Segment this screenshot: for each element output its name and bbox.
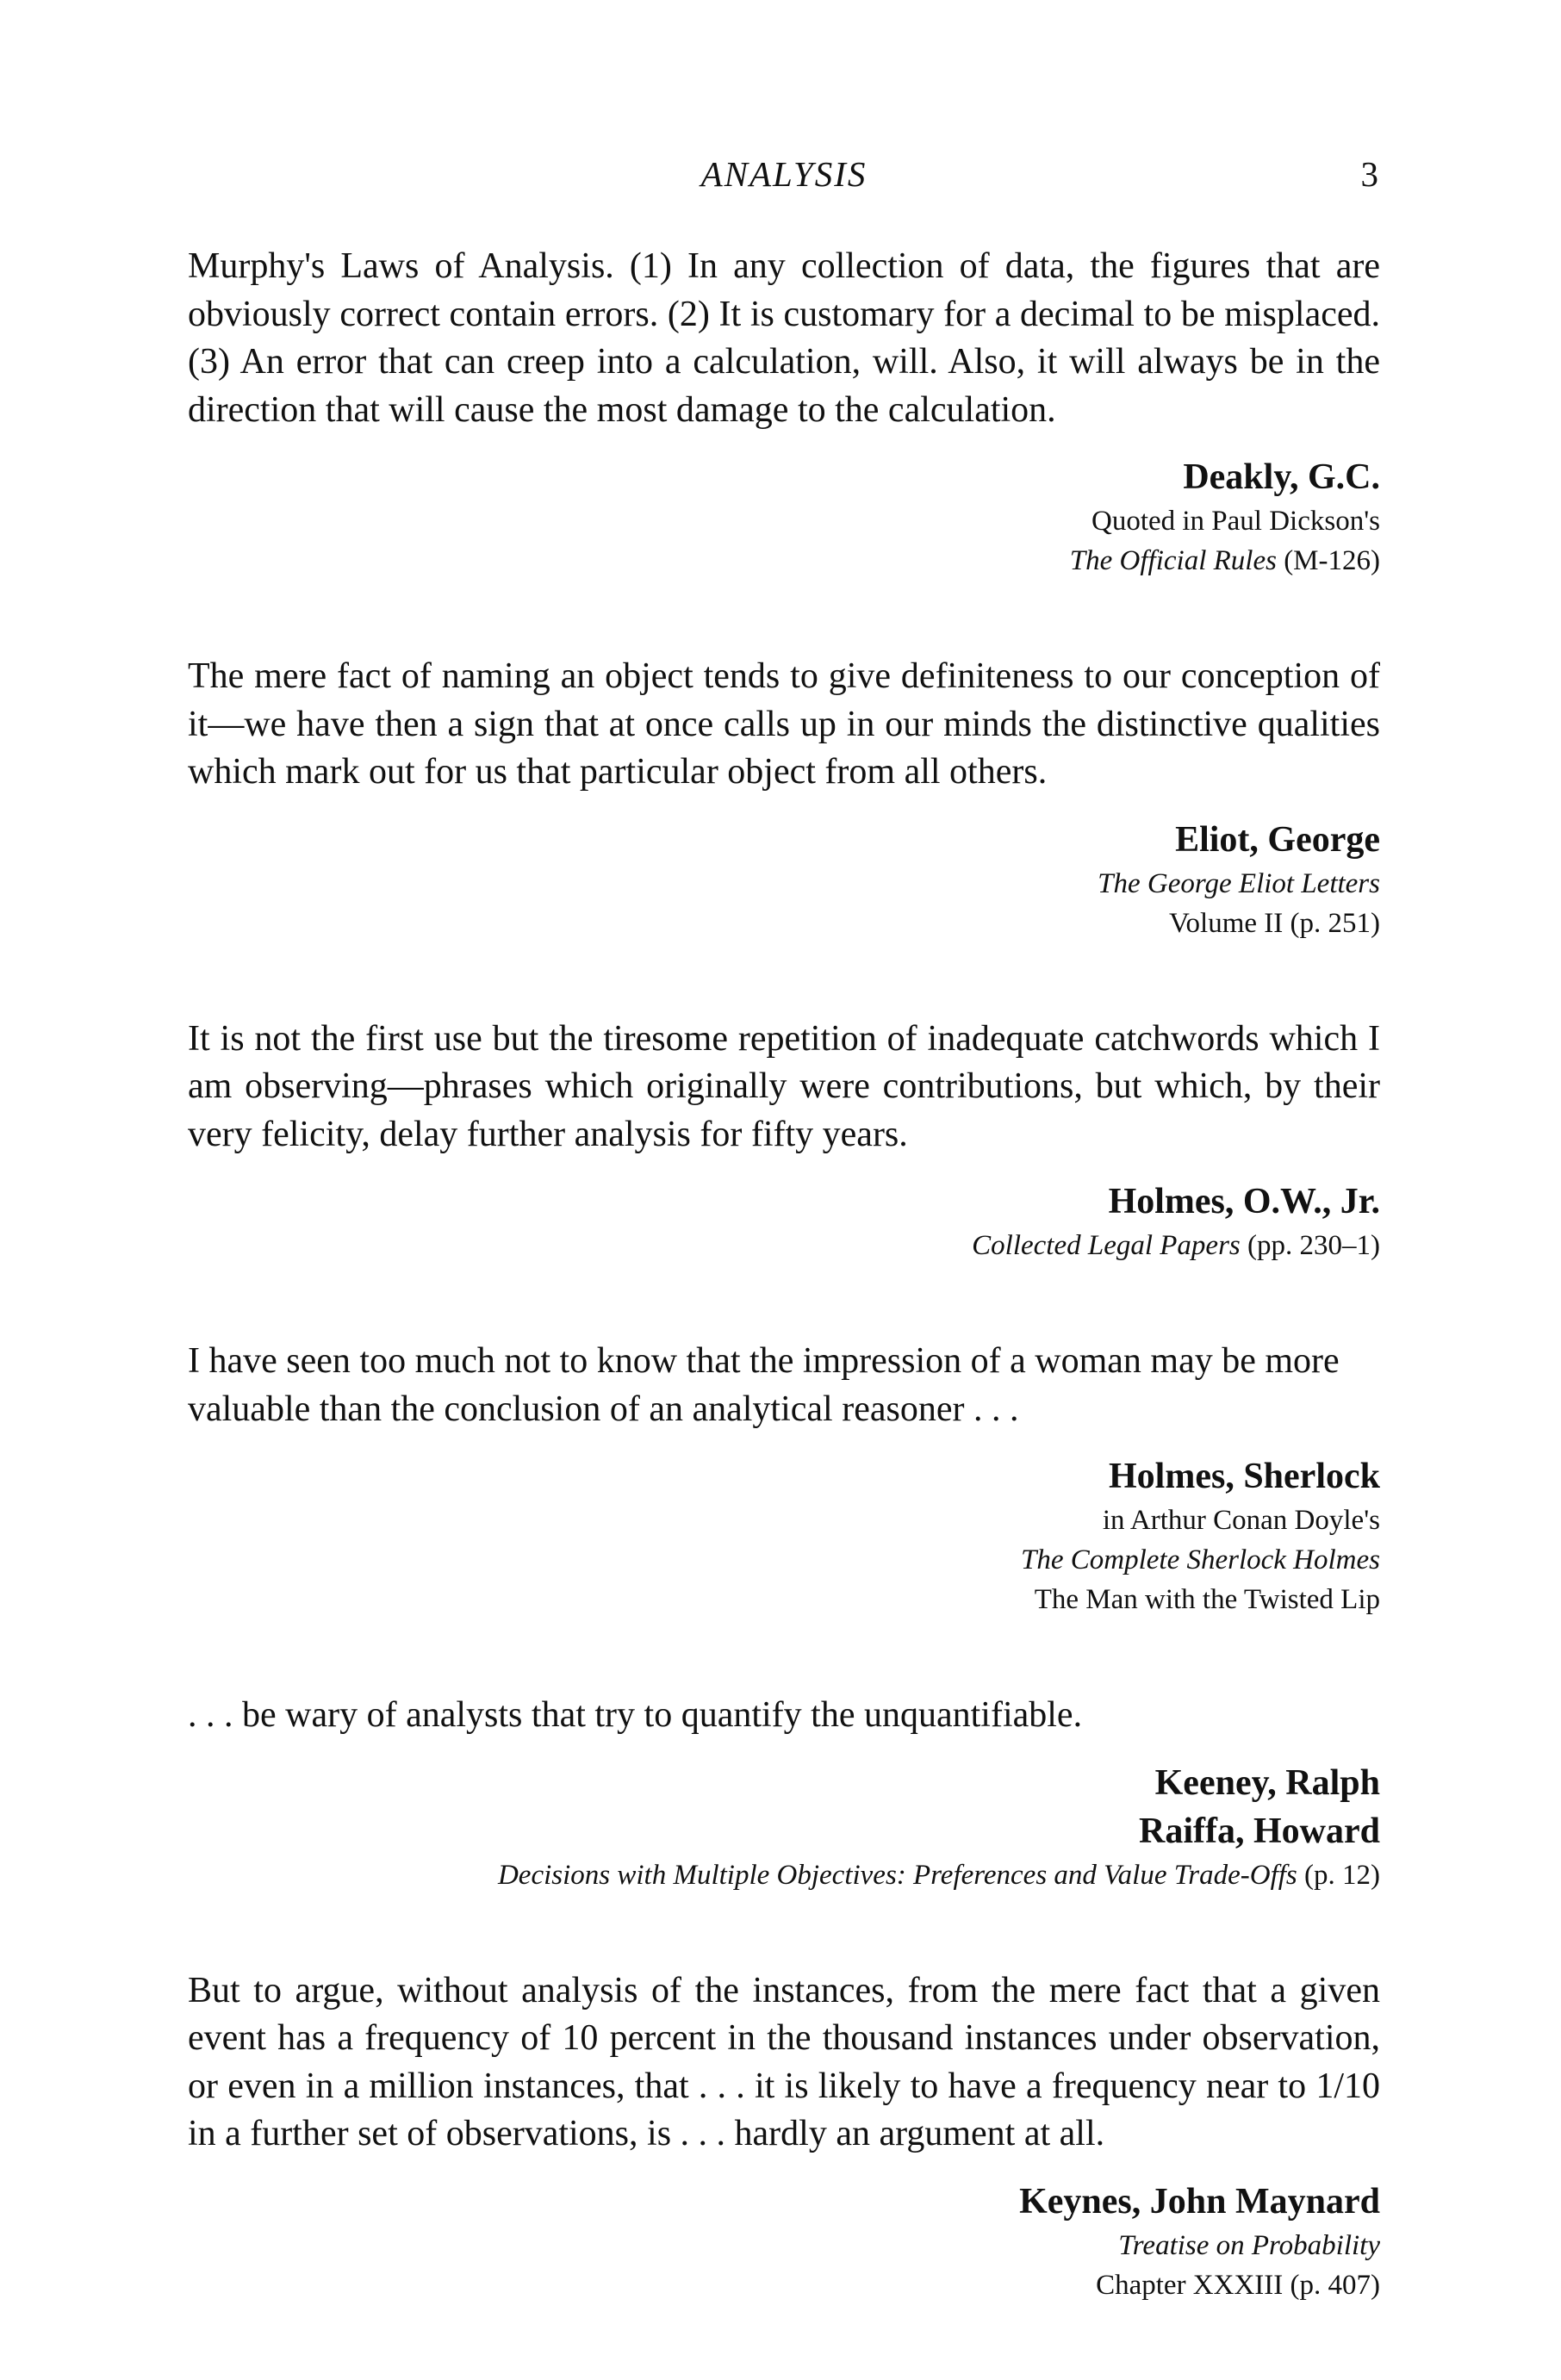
source-text: The Man with the Twisted Lip <box>1034 1584 1380 1615</box>
author-name: Raiffa, Howard <box>1139 1811 1380 1851</box>
book-page <box>188 0 1380 2377</box>
attribution <box>188 1759 1380 1895</box>
source-suffix: (pp. 230–1) <box>1240 1230 1380 1261</box>
source-line <box>188 1226 1380 1265</box>
quotation-entry <box>188 653 1380 943</box>
quotation-entry <box>188 243 1380 581</box>
source-text: Volume II (p. 251) <box>1168 907 1380 939</box>
source-title: Treatise on Probability <box>1118 2229 1380 2261</box>
author-name: Keynes, John Maynard <box>1019 2181 1380 2222</box>
author-name: Eliot, George <box>1175 819 1380 860</box>
quotation-entry <box>188 1338 1380 1619</box>
running-head <box>188 153 1380 205</box>
source-title: The Official Rules <box>1069 545 1277 576</box>
source-line <box>188 2226 1380 2265</box>
source-text: Chapter XXXIII (p. 407) <box>1096 2269 1380 2301</box>
source-line <box>188 501 1380 541</box>
page-number: 3 <box>1360 154 1378 194</box>
source-line <box>188 904 1380 943</box>
source-line <box>188 1855 1380 1895</box>
attribution <box>188 2178 1380 2305</box>
quotation-text: It is not the first use but the tiresome repetition of inadequate catchwords which I am observing—phrases which originally were contributions, but which, by their very felicity, delay further analysis for fifty years. <box>188 1018 1380 1154</box>
source-line <box>188 1580 1380 1619</box>
author-name: Keeney, Ralph <box>1154 1762 1380 1803</box>
quotation-entry <box>188 1967 1380 2305</box>
quotation-text: But to argue, without analysis of the instances, from the mere fact that a given event has a frequency of 10 percent in the thousand instances under observation, or even in a million instances, that . . . it is likely to have a frequency near to 1/10 in a further set of observations, is . . . hardly an argument at all. <box>188 1970 1380 2153</box>
quotation-text: . . . be wary of analysts that try to quantify the unquantifiable. <box>188 1695 1083 1735</box>
attribution <box>188 1452 1380 1619</box>
author-name: Holmes, Sherlock <box>1109 1457 1380 1496</box>
quotation-text: I have seen too much not to know that the impression of a woman may be more valuable than the conclusion of an analytical reasoner . . . <box>188 1341 1340 1429</box>
source-title: Collected Legal Papers <box>972 1230 1241 1261</box>
source-text: Quoted in Paul Dickson's <box>1091 506 1380 537</box>
quotation-entry <box>188 1692 1380 1895</box>
source-suffix: (M-126) <box>1276 545 1380 576</box>
source-line <box>188 864 1380 904</box>
source-title: The George Eliot Letters <box>1098 867 1380 899</box>
source-line <box>188 1501 1380 1540</box>
source-line <box>188 541 1380 581</box>
source-title: Decisions with Multiple Objectives: Preferences and Value Trade-Offs <box>497 1859 1297 1891</box>
source-line <box>188 1540 1380 1580</box>
attribution <box>188 816 1380 943</box>
author-name: Holmes, O.W., Jr. <box>1108 1182 1380 1221</box>
quotation-text: The mere fact of naming an object tends to give definiteness to our conception of it—we have then a sign that at once calls up in our minds the distinctive qualities which mark out for us that particular object from all others. <box>188 656 1380 792</box>
author-name: Deakly, G.C. <box>1183 457 1380 497</box>
source-text: in Arthur Conan Doyle's <box>1102 1505 1380 1536</box>
attribution <box>188 1178 1380 1265</box>
attribution <box>188 453 1380 581</box>
quotation-text: Murphy's Laws of Analysis. (1) In any collection of data, the figures that are obviously correct contain errors. (2) It is customary for a decimal to be misplaced. (3) An error that can creep into a calculation, will. Also, it will always be in the direction that will cause the most damage to the calculation. <box>188 246 1380 430</box>
source-suffix: (p. 12) <box>1297 1859 1380 1891</box>
source-line <box>188 2265 1380 2305</box>
quotation-entry <box>188 1016 1380 1266</box>
running-head-title: ANALYSIS <box>700 154 868 194</box>
source-title: The Complete Sherlock Holmes <box>1021 1544 1380 1575</box>
